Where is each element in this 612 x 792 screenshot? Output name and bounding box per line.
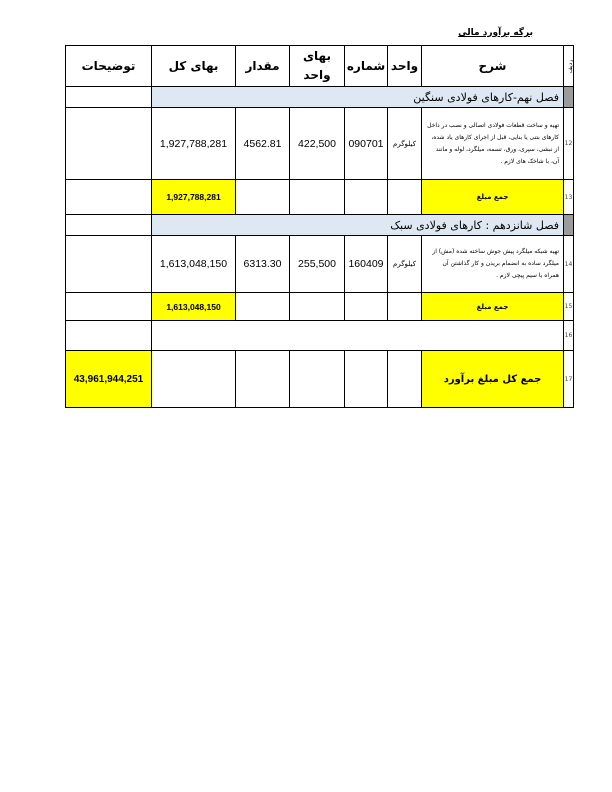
grand-total-label: جمع کل مبلغ برآورد <box>422 351 564 408</box>
section-9-item-description: تهیه و ساخت قطعات فولادی اتصالی و نصب در داخل کارهای بتنی یا بنایی، قبل از اجرای کارهای یاد شده، از نبشی، سپری، ورق، تسمه، میلگرد، لوله و مانند آن، با شاخک های لازم . <box>422 108 564 180</box>
section-16-item-description: تهیه شبکه میلگرد پیش جوش ساخته شده (مش) از میلگرد ساده به انضمام بریدن و کار گذاشتن آن همراه با سیم پیچی لازم . <box>422 236 564 293</box>
empty-row <box>66 321 574 351</box>
grand-total-blank-3 <box>290 351 345 408</box>
grand-total-blank-4 <box>345 351 388 408</box>
section-9-sum-blank-1 <box>236 180 290 215</box>
section-9-sum-blank-3 <box>345 180 388 215</box>
header-unit: واحد <box>388 46 422 87</box>
section-16-sum-blank-1 <box>236 293 290 321</box>
section-16-sum-blank-2 <box>290 293 345 321</box>
section-16-title: فصل شانزدهم : کارهای فولادی سبک <box>152 215 564 236</box>
section-9-notes-cell <box>66 87 152 108</box>
section-9-sum-row <box>66 180 574 215</box>
section-9-item-row-number: 12 <box>564 108 574 180</box>
section-16-item-row-number: 14 <box>564 236 574 293</box>
section-16-sum-blank-3 <box>345 293 388 321</box>
section-16-sum-blank-4 <box>388 293 422 321</box>
section-9-item-row <box>66 108 574 180</box>
section-9-sum-label: جمع مبلغ <box>422 180 564 215</box>
section-9-row-marker <box>564 87 574 108</box>
section-16-row-marker <box>564 215 574 236</box>
section-16-item-unit: کیلوگرم <box>388 236 422 293</box>
section-9-sum-value: 1,927,788,281 <box>152 180 236 215</box>
grand-total-row-number: 17 <box>564 351 574 408</box>
section-16-item-unit-price: 255,500 <box>290 236 345 293</box>
section-16-sum-value: 1,613,048,150 <box>152 293 236 321</box>
header-notes: توضیحات <box>66 46 152 87</box>
grand-total-blank-2 <box>236 351 290 408</box>
section-9-item-unit-price: 422,500 <box>290 108 345 180</box>
section-9-sum-row-number: 13 <box>564 180 574 215</box>
empty-row-notes <box>66 321 152 351</box>
section-16-item-number: 160409 <box>345 236 388 293</box>
section-9-title-row <box>66 87 574 108</box>
header-quantity: مقدار <box>236 46 290 87</box>
grand-total-blank-1 <box>152 351 236 408</box>
header-total-price: بهای کل <box>152 46 236 87</box>
section-16-item-quantity: 6313.30 <box>236 236 290 293</box>
section-9-item-notes <box>66 108 152 180</box>
grand-total-value: 43,961,944,251 <box>66 351 152 408</box>
section-9-item-unit: کیلوگرم <box>388 108 422 180</box>
section-16-notes-cell <box>66 215 152 236</box>
header-description: شرح <box>422 46 564 87</box>
section-16-item-total: 1,613,048,150 <box>152 236 236 293</box>
section-9-sum-blank-2 <box>290 180 345 215</box>
section-9-sum-blank-4 <box>388 180 422 215</box>
estimate-table <box>65 45 574 408</box>
empty-row-number: 16 <box>564 321 574 351</box>
header-unit-price: بهای واحد <box>290 46 345 87</box>
grand-total-row <box>66 351 574 408</box>
section-16-sum-row <box>66 293 574 321</box>
section-9-title: فصل نهم-کارهای فولادی سنگین <box>152 87 564 108</box>
section-16-item-row <box>66 236 574 293</box>
section-16-title-row <box>66 215 574 236</box>
empty-row-content <box>152 321 564 351</box>
page-title: برگه برآورد مالی <box>458 28 533 38</box>
section-9-sum-notes <box>66 180 152 215</box>
section-16-sum-row-number: 15 <box>564 293 574 321</box>
section-9-item-number: 090701 <box>345 108 388 180</box>
section-16-sum-label: جمع مبلغ <box>422 293 564 321</box>
header-number: شماره <box>345 46 388 87</box>
section-16-item-notes <box>66 236 152 293</box>
section-9-item-total: 1,927,788,281 <box>152 108 236 180</box>
section-16-sum-notes <box>66 293 152 321</box>
grand-total-blank-5 <box>388 351 422 408</box>
header-row <box>564 46 574 87</box>
header-row-label: ردیف <box>567 59 575 73</box>
header-row <box>66 46 574 87</box>
section-9-item-quantity: 4562.81 <box>236 108 290 180</box>
